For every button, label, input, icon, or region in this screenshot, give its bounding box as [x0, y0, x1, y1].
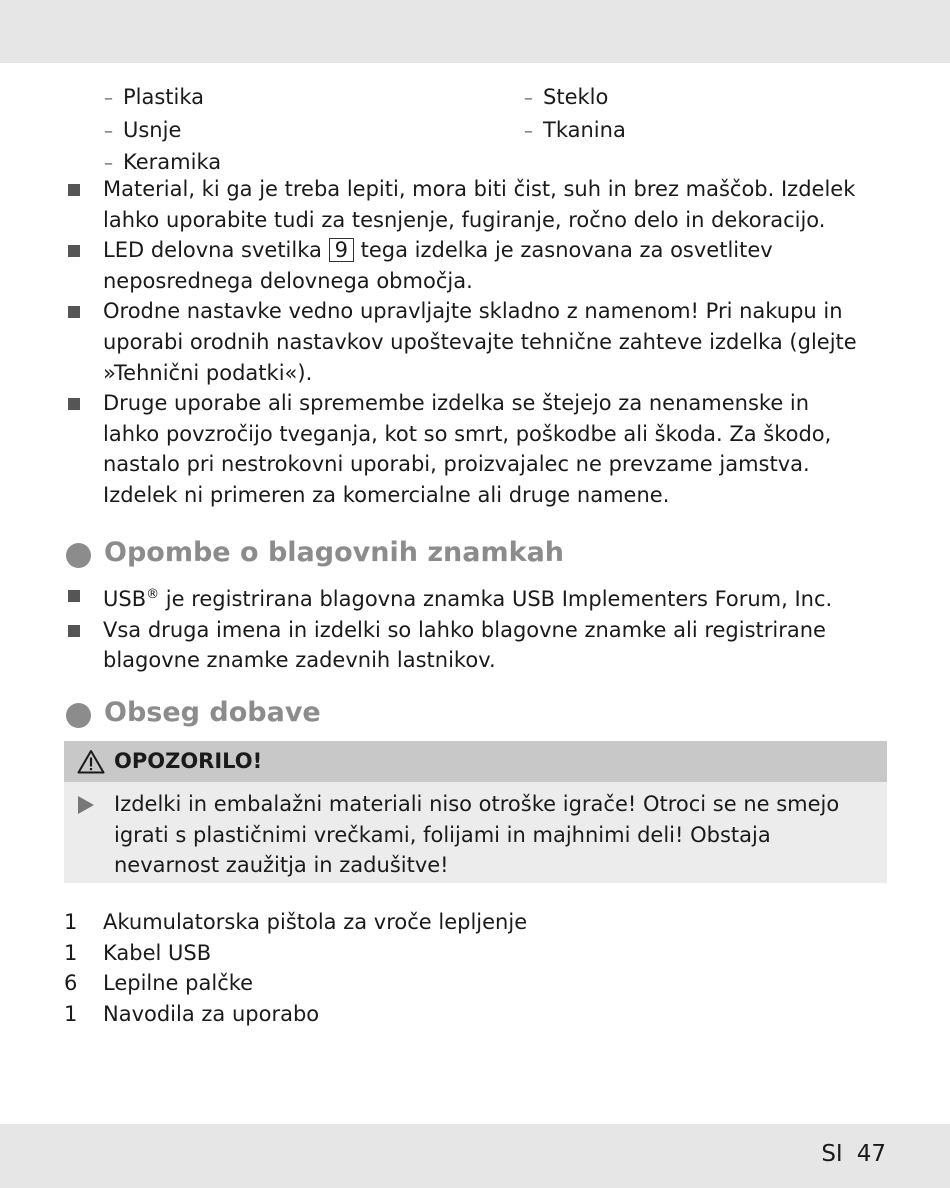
top-band — [0, 0, 950, 63]
delivery-contents-list — [64, 907, 527, 1029]
bullet-item: Vsa druga imena in izdelki so lahko blagovne znamke ali registrirane blagovne znamke zadevnih lastnikov. — [66, 615, 866, 676]
square-bullet-icon — [68, 590, 80, 602]
square-bullet-icon — [68, 245, 80, 257]
bullet-item: USB® je registrirana blagovna znamka USB Implementers Forum, Inc. — [66, 580, 866, 615]
item-name: Navodila za uporabo — [103, 1001, 320, 1026]
language-code: SI — [821, 1141, 843, 1167]
material-item: – Usnje — [104, 115, 221, 148]
bullet-item: LED delovna svetilka 9 tega izdelka je zasnovana za osvetlitev neposrednega delovnega območja. — [66, 235, 866, 296]
item-quantity: 1 — [64, 1001, 78, 1026]
item-quantity: 1 — [64, 910, 78, 934]
material-item: – Steklo — [524, 82, 626, 115]
bottom-band — [0, 1124, 950, 1188]
list-item — [64, 999, 527, 1030]
list-item — [64, 968, 527, 999]
material-item: – Plastika — [104, 82, 221, 115]
item-name: Akumulatorska pištola za vroče lepljenje — [103, 910, 528, 934]
item-name: Lepilne palčke — [103, 971, 254, 996]
circle-bullet-icon — [66, 543, 91, 568]
material-item: – Tkanina — [524, 115, 626, 148]
item-quantity: 1 — [64, 940, 78, 965]
page-number: 47 — [856, 1141, 886, 1167]
section-title: Obseg dobave — [104, 697, 321, 728]
page-footer — [821, 1141, 886, 1167]
material-item: – Keramika — [104, 147, 221, 180]
warning-box — [64, 741, 887, 883]
square-bullet-icon — [68, 398, 80, 410]
section-title: Opombe o blagovnih znamkah — [104, 537, 565, 568]
warning-body: Izdelki in embalažni materiali niso otroške igrače! Otroci se ne smejo igrati s plastičnimi vrečkami, folijami in majhnimi deli! Obstaja nevarnost zaužitja in zadušitve! — [64, 782, 887, 881]
list-item — [64, 907, 527, 938]
trademark-bullets — [66, 580, 866, 676]
bullet-item: Druge uporabe ali spremembe izdelka se štejejo za nenamenske in lahko povzročijo tveganja, kot so smrt, poškodbe ali škoda. Za škodo, nastalo pri nestrokovni uporabi, proizvajalec ne prevzame jamstva. Izdelek ni primeren za komercialne ali druge namene. — [66, 388, 866, 510]
bullet-item: Orodne nastavke vedno upravljajte skladno z namenom! Pri nakupu in uporabi orodnih nastavkov upoštevajte tehnične zahteve izdelka (glejte »Tehnični podatki«). — [66, 296, 866, 388]
circle-bullet-icon — [66, 703, 91, 728]
square-bullet-icon — [68, 625, 80, 637]
warning-title: OPOZORILO! — [114, 749, 263, 773]
arrow-bullet-icon — [78, 796, 94, 814]
bullet-item: Material, ki ga je treba lepiti, mora biti čist, suh in brez maščob. Izdelek lahko uporabite tudi za tesnjenje, fugiranje, ročno delo in dekoracijo. — [66, 174, 866, 235]
list-item — [64, 938, 527, 969]
reference-number-box: 9 — [329, 238, 354, 262]
item-name: Kabel USB — [103, 940, 212, 965]
usage-bullets — [66, 174, 866, 511]
square-bullet-icon — [68, 306, 80, 318]
warning-header — [64, 741, 887, 782]
warning-triangle-icon — [77, 749, 105, 774]
item-quantity: 6 — [64, 971, 78, 996]
square-bullet-icon — [68, 184, 80, 196]
